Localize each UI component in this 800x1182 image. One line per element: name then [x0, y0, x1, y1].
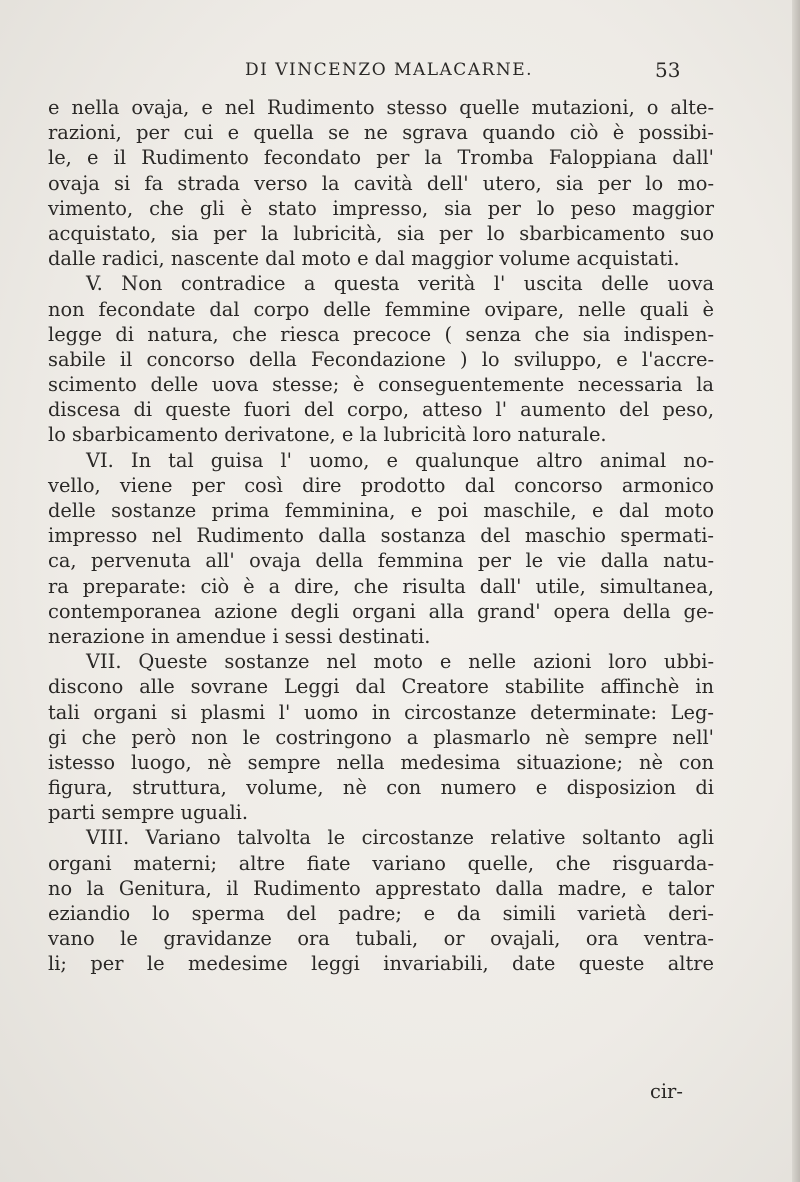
text-line: vimento, che gli è stato impresso, sia per lo peso maggior	[48, 196, 714, 220]
text-line: le, e il Rudimento fecondato per la Tromba Faloppiana dall'	[48, 146, 714, 170]
page-gutter-shadow	[792, 0, 800, 1182]
text-line: ra preparate: ciò è a dire, che risulta dall' utile, simultanea,	[48, 574, 714, 598]
text-line: no la Genitura, il Rudimento apprestato dalla madre, e talor	[48, 876, 714, 900]
text-line: contemporanea azione degli organi alla grand' opera della ge-	[48, 599, 714, 623]
text-line: razioni, per cui e quella se ne sgrava quando ciò è possibi-	[48, 121, 714, 145]
text-line: e nella ovaja, e nel Rudimento stesso quelle mutazioni, o alte-	[48, 96, 714, 119]
text-line: tali organi si plasmi l' uomo in circostanze determinate: Leg-	[48, 700, 714, 724]
page-header	[0, 58, 800, 88]
text-line: acquistato, sia per la lubricità, sia per lo sbarbicamento suo	[48, 221, 714, 245]
text-line: discesa di queste fuori del corpo, atteso l' aumento del peso,	[48, 398, 714, 422]
text-line: nerazione in amendue i sessi destinati.	[48, 624, 431, 648]
text-line: legge di natura, che riesca precoce ( senza che sia indispen-	[48, 322, 714, 346]
text-line: vano le gravidanze ora tubali, or ovajali, ora ventra-	[48, 927, 714, 951]
page-number: 53	[655, 58, 681, 82]
text-line: gi che però non le costringono a plasmarlo nè sempre nell'	[48, 725, 714, 749]
text-line: VIII. Variano talvolta le circostanze relative soltanto agli	[86, 826, 714, 850]
text-line: impresso nel Rudimento dalla sostanza del maschio spermati-	[48, 524, 714, 548]
text-line: ovaja si fa strada verso la cavità dell' utero, sia per lo mo-	[48, 171, 714, 195]
catchword: cir-	[650, 1080, 683, 1103]
running-head: DI VINCENZO MALACARNE.	[245, 60, 534, 80]
text-line: figura, struttura, volume, nè con numero e disposizion di	[48, 776, 714, 800]
text-line: istesso luogo, nè sempre nella medesima situazione; nè con	[48, 750, 714, 774]
text-line: VI. In tal guisa l' uomo, e qualunque altro animal no-	[86, 448, 714, 472]
text-line: parti sempre uguali.	[48, 801, 249, 825]
text-line: VII. Queste sostanze nel moto e nelle azioni loro ubbi-	[86, 650, 714, 674]
text-line: non fecondate dal corpo delle femmine ovipare, nelle quali è	[48, 297, 714, 321]
text-line: li; per le medesime leggi invariabili, date queste altre	[48, 952, 714, 976]
text-line: discono alle sovrane Leggi dal Creatore stabilite affinchè in	[48, 675, 714, 699]
text-line: sabile il concorso della Fecondazione ) lo sviluppo, e l'accre-	[48, 347, 714, 371]
text-line: delle sostanze prima femminina, e poi maschile, e dal moto	[48, 499, 714, 522]
text-line: V. Non contradice a questa verità l' uscita delle uova	[86, 272, 714, 296]
body-text	[48, 95, 714, 977]
text-line: dalle radici, nascente dal moto e dal maggior volume acquistati.	[48, 247, 680, 271]
text-line: lo sbarbicamento derivatone, e la lubricità loro naturale.	[48, 423, 607, 447]
text-line: scimento delle uova stesse; è conseguentemente necessaria la	[48, 373, 714, 397]
text-line: ca, pervenuta all' ovaja della femmina per le vie dalla natu-	[48, 549, 714, 573]
text-line: eziandio lo sperma del padre; e da simili varietà deri-	[48, 902, 714, 925]
text-line: vello, viene per così dire prodotto dal concorso armonico	[48, 473, 714, 497]
text-line: organi materni; altre fiate variano quelle, che risguarda-	[48, 851, 714, 875]
